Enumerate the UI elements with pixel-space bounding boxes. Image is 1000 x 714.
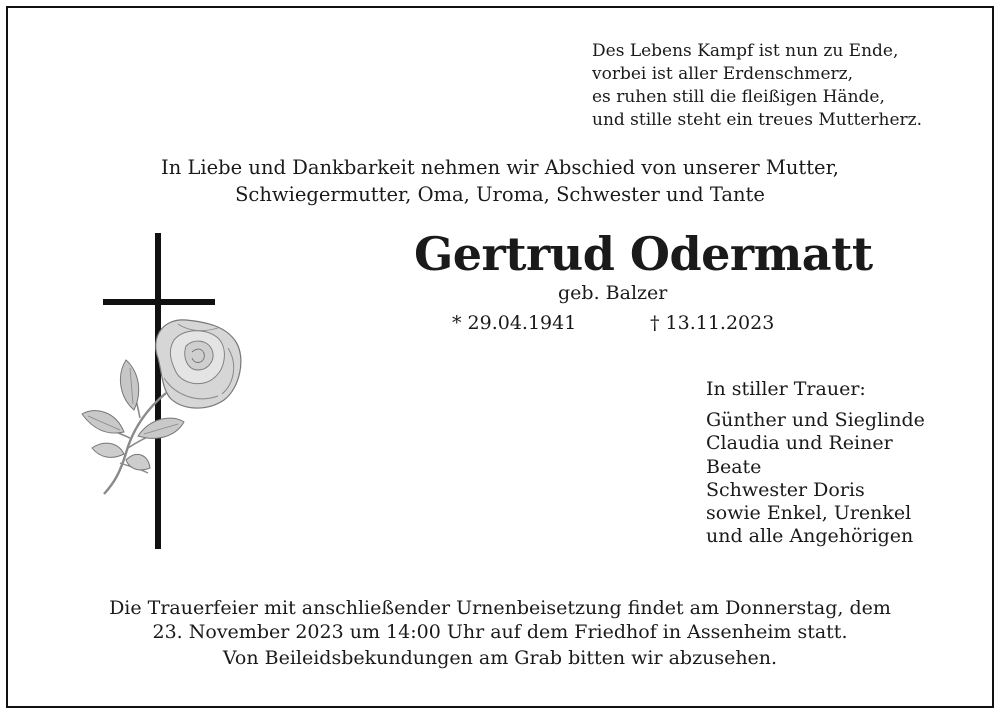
mourner-name: Günther und Sieglinde bbox=[706, 409, 925, 431]
poem-line: und stille steht ein treues Mutterherz. bbox=[592, 110, 923, 130]
intro-line: In Liebe und Dankbarkeit nehmen wir Abschied von unserer Mutter, bbox=[161, 156, 839, 179]
death-date: † 13.11.2023 bbox=[650, 312, 775, 334]
funeral-line: Die Trauerfeier mit anschließender Urnenbeisetzung findet am Donnerstag, dem bbox=[109, 597, 891, 619]
deceased-name: Gertrud Odermatt bbox=[414, 227, 873, 281]
poem-line: es ruhen still die fleißigen Hände, bbox=[592, 87, 885, 107]
mourner-name: Beate bbox=[706, 455, 762, 478]
mourner-name: und alle Angehörigen bbox=[706, 525, 914, 548]
intro-line: Schwiegermutter, Oma, Uroma, Schwester und Tante bbox=[235, 183, 765, 206]
mourner-name: sowie Enkel, Urenkel bbox=[706, 502, 912, 525]
funeral-line: 23. November 2023 um 14:00 Uhr auf dem Friedhof in Assenheim statt. bbox=[152, 621, 848, 643]
condolence-note: Von Beileidsbekundungen am Grab bitten wir abzusehen. bbox=[222, 647, 778, 669]
birth-date: * 29.04.1941 bbox=[452, 312, 577, 334]
mourning-title: In stiller Trauer: bbox=[706, 378, 866, 400]
mourner-name: Claudia und Reiner bbox=[706, 432, 893, 455]
mourner-name: Schwester Doris bbox=[706, 478, 865, 501]
cross-with-rose bbox=[78, 228, 258, 553]
poem bbox=[592, 40, 922, 132]
mourners-list bbox=[706, 409, 925, 549]
intro-text bbox=[0, 154, 1000, 208]
rose-icon bbox=[82, 320, 241, 494]
funeral-info bbox=[0, 596, 1000, 670]
poem-line: vorbei ist aller Erdenschmerz, bbox=[592, 64, 854, 84]
maiden-name: geb. Balzer bbox=[558, 282, 668, 304]
poem-line: Des Lebens Kampf ist nun zu Ende, bbox=[592, 41, 899, 61]
